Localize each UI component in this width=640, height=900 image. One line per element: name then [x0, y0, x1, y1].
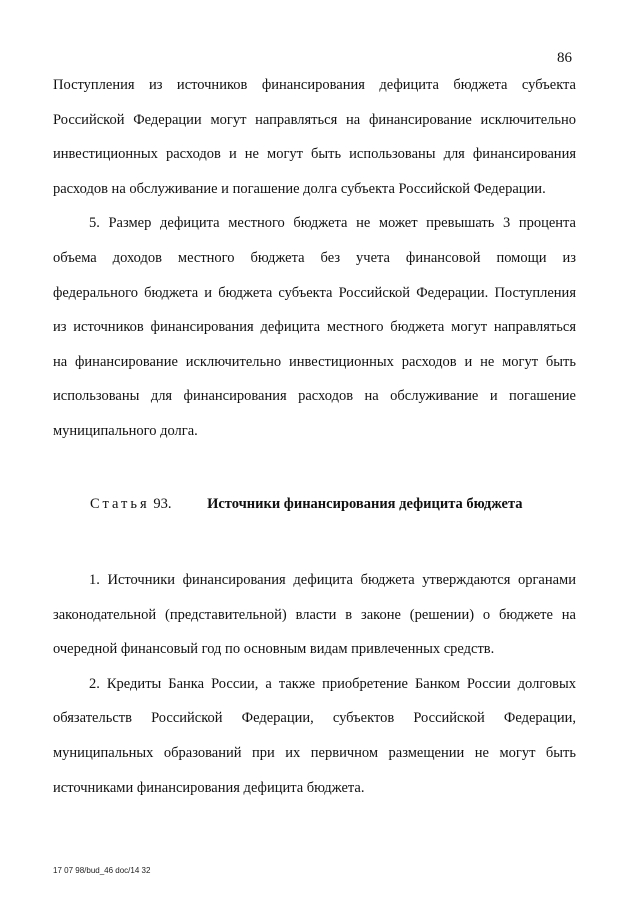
text-line: источниками финансирования дефицита бюджета.: [53, 779, 365, 796]
text-line: объема доходов местного бюджета без учета финансовой помощи из: [53, 249, 576, 266]
text-line: использованы для финансирования расходов на обслуживание и погашение: [53, 388, 576, 405]
text-line: Поступления из источников финансирования дефицита бюджета субъекта: [53, 77, 576, 93]
paragraph-item-5: [53, 206, 576, 448]
paragraph-item-2: [53, 667, 576, 805]
footer-file-code: 17 07 98/bud_46 doc/14 32: [53, 866, 151, 875]
text-line: из источников финансирования дефицита местного бюджета могут направляться: [53, 319, 576, 336]
article-label: Статья: [90, 496, 150, 512]
text-line: федерального бюджета и бюджета субъекта Российской Федерации. Поступления: [53, 284, 576, 301]
paragraph-continuation: [53, 68, 576, 206]
text-line: законодательной (представительной) власти в законе (решении) о бюджете на: [53, 606, 576, 623]
text-line: расходов на обслуживание и погашение долга субъекта Российской Федерации.: [53, 180, 546, 197]
text-line: обязательств Российской Федерации, субъектов Российской Федерации,: [53, 710, 576, 727]
text-line: 2. Кредиты Банка России, а также приобретение Банком России долговых: [89, 675, 576, 692]
text-block-continuation: [53, 68, 576, 449]
text-line: инвестиционных расходов и не могут быть использованы для финансирования: [53, 146, 576, 163]
text-line: муниципальных образований при их первичном размещении не могут быть: [53, 744, 576, 761]
paragraph-item-1: [53, 563, 576, 667]
text-line: 1. Источники финансирования дефицита бюджета утверждаются органами: [89, 572, 576, 588]
text-line: 5. Размер дефицита местного бюджета не может превышать 3 процента: [89, 215, 576, 232]
article-heading: [90, 496, 523, 513]
text-line: Российской Федерации могут направляться на финансирование исключительно: [53, 111, 576, 128]
text-line: на финансирование исключительно инвестиционных расходов и не могут быть: [53, 353, 576, 370]
article-title: Источники финансирования дефицита бюджета: [207, 496, 523, 512]
article-number: 93.: [153, 496, 172, 512]
page-number: 86: [557, 50, 572, 66]
text-block-article-93: [53, 563, 576, 805]
text-line: очередной финансовый год по основным видам привлеченных средств.: [53, 641, 495, 658]
text-line: муниципального долга.: [53, 422, 198, 439]
